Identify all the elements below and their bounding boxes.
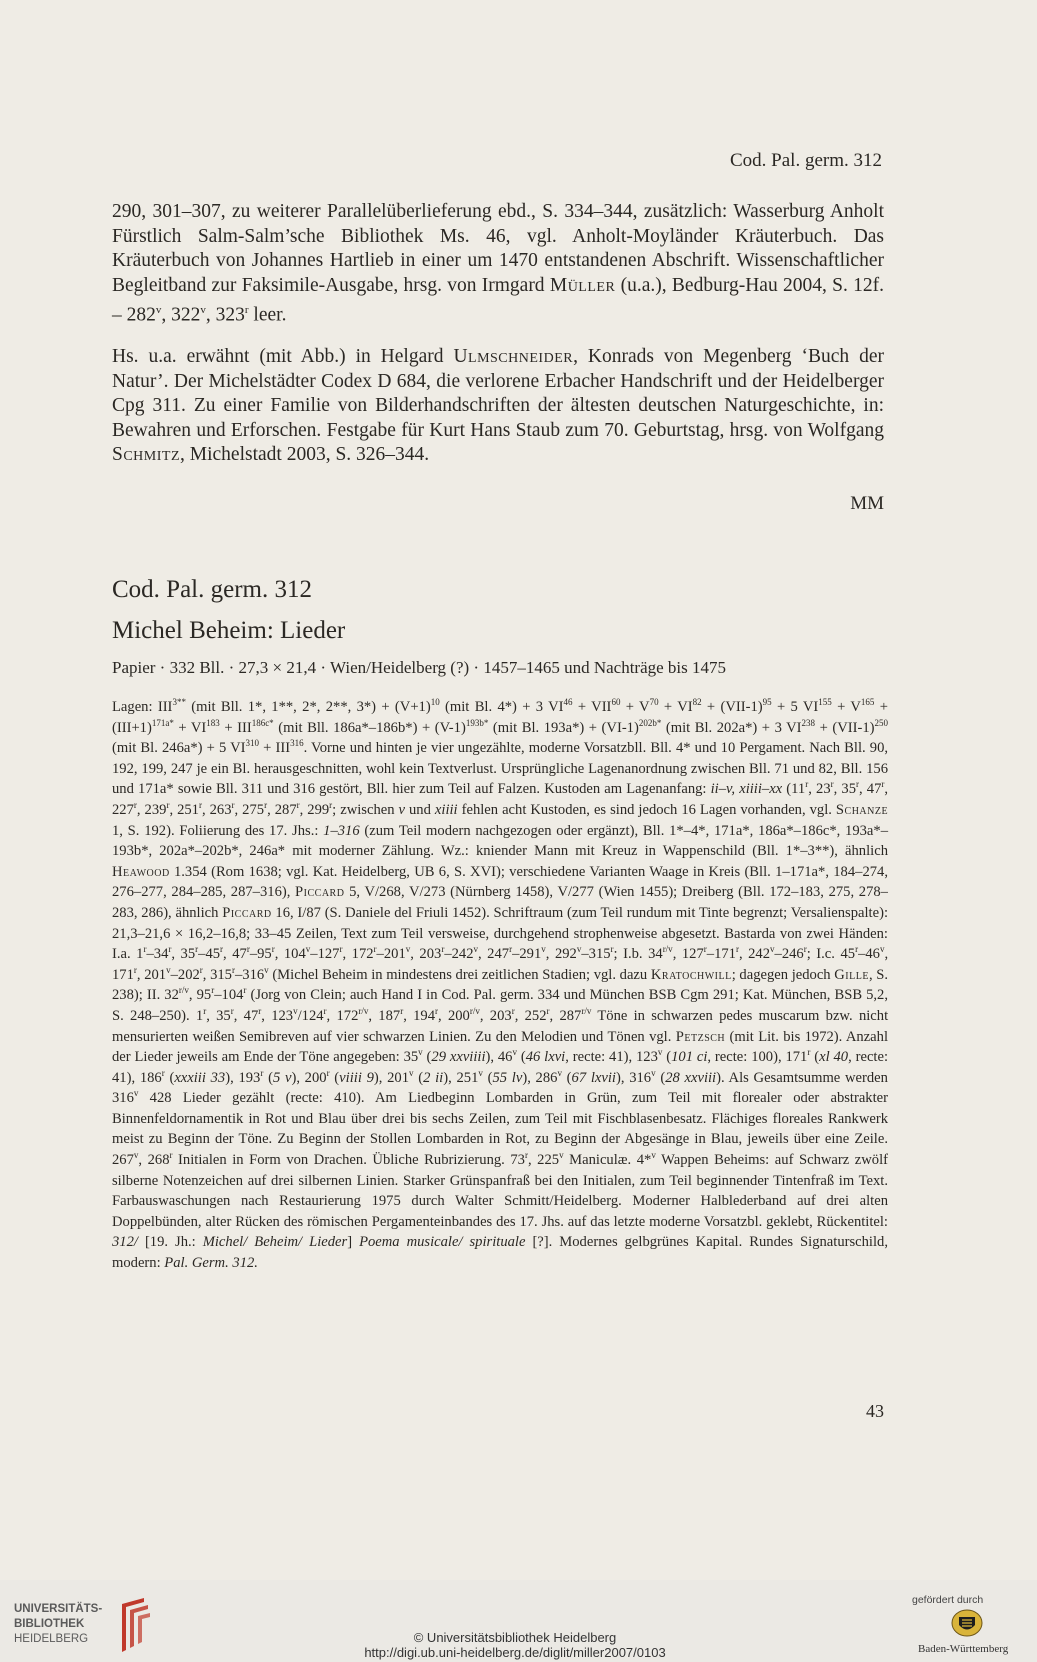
sup: r [610, 944, 614, 955]
sup: 165 [860, 697, 875, 708]
sup: v [576, 944, 582, 955]
codex-title: Cod. Pal. germ. 312 [112, 576, 312, 603]
t: (Michel Beheim in mindestens drei zeitlichen Stadien; vgl. dazu [268, 966, 651, 983]
t: (mit Bl. 193a*) + (VI-1) [488, 719, 639, 736]
sup: r [243, 985, 247, 996]
sup: r [323, 1006, 327, 1017]
reference-paragraph [112, 200, 884, 328]
sup: r [339, 944, 343, 955]
count-italic: xxxiii 33 [174, 1069, 226, 1086]
sup: r [509, 944, 513, 955]
t: –127 [310, 946, 340, 963]
sup: 70 [649, 697, 659, 708]
t: –46 [858, 946, 880, 963]
t: , recte: 41), 123 [565, 1049, 658, 1066]
t: fehlen acht Kustoden, es sind jedoch 16 Lagen vorhanden, vgl. [457, 801, 836, 818]
sup: v [512, 1047, 517, 1058]
permalink-url[interactable]: http://digi.ub.uni-heidelberg.de/diglit/miller2007/0103 [364, 1645, 666, 1660]
sup: v [879, 944, 885, 955]
logo-line: BIBLIOTHEK [14, 1618, 85, 1630]
sup: v [409, 1067, 414, 1078]
t: (Jorg von Clein; auch Hand I in Cod. Pal. germ. 334 und München BSB Cgm 291; Kat. München, BSB 5,2, S. 248–250). 1 [112, 987, 889, 1024]
t: Töne in schwarzen pedes muscarum bzw. nicht mensurierten weißen Semibreven auf vier schwarzen Linien. Zu den Melodien und Tönen vgl. [112, 1007, 889, 1045]
t: , 203 [479, 1007, 512, 1024]
t: ] [347, 1234, 360, 1251]
sup: r [260, 1067, 264, 1078]
sup: r [199, 964, 203, 975]
t: , 172 [326, 1007, 359, 1024]
t: , S. 238); II. 32 [112, 966, 889, 1004]
t: , recte: 41), 186 [112, 1049, 889, 1086]
sup: r [166, 800, 170, 811]
sup: r/v [469, 1006, 480, 1017]
t: , 239 [136, 801, 167, 818]
ref-line: (u.a.), [615, 274, 667, 296]
sup: r [143, 944, 147, 955]
sup: v [557, 1067, 562, 1078]
ref-line: Das Kräuterbuch von Johannes Hartlieb in einer um 1470 entstandenen Abschrift. [112, 225, 885, 272]
ref-line: Bedburg-Hau 2004, S. 12f. – 282 [112, 274, 885, 326]
folio-sup: r [244, 304, 249, 317]
t: ( [810, 1049, 820, 1066]
count-italic: 46 lxvi [525, 1049, 566, 1066]
count-italic: 101 ci [671, 1049, 708, 1066]
count-italic: 67 lxvii [571, 1069, 616, 1086]
ref-line: , 322 [161, 304, 201, 326]
t: , 247 [478, 946, 510, 963]
text-run: , Michelstadt 2003, S. 326–344. [180, 444, 430, 466]
sup: 250 [874, 717, 888, 728]
sup: 183 [206, 717, 220, 728]
sup: r [326, 1067, 330, 1078]
t: [19. Jh.: [137, 1234, 203, 1251]
t: ( [482, 1069, 493, 1086]
t: , 315 [202, 966, 232, 983]
sup: v [405, 944, 411, 955]
t: ; I.b. 34 [613, 946, 663, 963]
sup: r [133, 964, 137, 975]
t: –171 [706, 946, 736, 963]
t: , 225 [527, 1152, 560, 1169]
t: ( [263, 1069, 273, 1086]
t: , 252 [514, 1007, 547, 1024]
sup: r [441, 944, 445, 955]
sup: r [203, 1006, 207, 1017]
sup: r [231, 800, 235, 811]
mention-paragraph [112, 345, 884, 468]
funder-label: gefördert durch [912, 1594, 984, 1606]
t: und [405, 801, 435, 818]
t: , 35 [833, 781, 857, 798]
sup: 193b* [465, 717, 489, 728]
author-name: Petzsch [675, 1028, 726, 1045]
t: (mit Bl. 202a*) + 3 VI [661, 719, 802, 736]
t: –202 [170, 966, 200, 983]
t: , 287 [267, 801, 297, 818]
t: ( [662, 1049, 672, 1066]
t: (mit Bll. 186a*–186b*) + (V-1) [273, 719, 466, 736]
t: , 104 [274, 946, 306, 963]
t: ), 286 [522, 1069, 558, 1086]
logo-line: HEIDELBERG [14, 1633, 89, 1645]
t: Wappen Beheims: auf Schwarz zwölf silberne Notenzeichen auf drei silbernen Linien. Starker Grünspanfraß bei den Initialen, zum Teil beginnender Tintenfraß im Text. Farbauswaschungen nach Restaurierung 1975 durch Walter Schmitt/Heidelberg. Moderner Halblederband auf drei alten Doppelbünden, alter Rücken des römischen Pergamenteinbandes des 17. Jhs. auf das letzte moderne Vorsatzbl. geklebt, Rückentitel: [112, 1152, 889, 1230]
t: /124 [297, 1007, 324, 1024]
sup: r/v [358, 1006, 369, 1017]
sup: 3** [172, 697, 186, 708]
sup: r [807, 1047, 811, 1058]
sup: v [541, 944, 546, 955]
t: . Vorne und hinten je vier ungezählte, moderne Vorsatzbll. Bll. 4* und 10 Pergament. Nach Bll. 90, 192, 199, 247 je ein Bl. herausgeschnitten, wohl kein Textverlust. Ursprüngliche Lagenanordnung zwischen Bll. 71 und 82, Bll. 156 und 171a* sowie Bll. 311 und 316 gestört, Bll. hier zum Teil auf Falzen. Kustoden am Lagenanfang: [112, 740, 889, 798]
t: , 23 [808, 781, 831, 798]
t: , 47 [859, 781, 882, 798]
ref-line: Anholt Fürstlich Salm-Salm’sche Bibliothek Ms. 46, vgl. Anholt-Moyländer Kräuterbuch. [112, 201, 884, 247]
sup: r/v [581, 1006, 592, 1017]
t: ( [164, 1069, 175, 1086]
sup: v [478, 1067, 483, 1078]
sup: r [546, 1006, 550, 1017]
sup: 95 [762, 697, 772, 708]
t: 428 Lieder gezählt (recte: 410). Am Liedbeginn Lombarden in Grün, zum Teil mit florealer oder abstrakter Binnenfeldornamentik in Rot und Blau über drei bis sechs Zeilen, zum Teil mit Fischblasenbesatz. Flächiges floreales Rankwerk meist zu Beginn der Töne. Zu Beginn der Stollen Lombarden in Rot, zu Beginn der Abgesänge in Blau, jeweils über eine Zeile. 267 [112, 1090, 888, 1169]
ref-line: , 323 [205, 304, 245, 326]
t: + 5 VI [771, 699, 819, 715]
sup: r [329, 800, 333, 811]
sup: v [133, 1150, 139, 1161]
count-italic: 2 ii [423, 1069, 444, 1086]
sup: 171a* [151, 717, 174, 728]
sup: v [264, 964, 269, 975]
author-initials: MM [850, 493, 884, 514]
t: , 275 [234, 801, 265, 818]
custode-italic: xiiii [434, 801, 458, 818]
sup: r [169, 1150, 173, 1161]
t: –34 [146, 946, 169, 963]
library-logo[interactable] [14, 1602, 164, 1654]
page-number: 43 [866, 1401, 884, 1421]
author-name: Müller [549, 274, 616, 296]
t: , 172 [342, 946, 374, 963]
t: ( [413, 1069, 424, 1086]
t: –316 [234, 966, 265, 983]
t: , 263 [201, 801, 232, 818]
sup: r [133, 800, 137, 811]
logo-line: UNIVERSITÄTS- [14, 1603, 103, 1615]
t: ; I.c. 45 [806, 946, 856, 963]
t: (mit Bl. 246a*) + 5 VI [112, 740, 246, 757]
sup: r [803, 944, 807, 955]
t: , 292 [545, 946, 577, 963]
t: + III [219, 719, 252, 736]
ref-line: 290, 301–307, zu weiterer Parallelüberlieferung ebd., S. 334–344, zusätzlich: Wasserburg [112, 201, 825, 222]
t: ( [329, 1069, 340, 1086]
t: ( [655, 1069, 666, 1086]
t: –201 [376, 946, 406, 963]
running-head: Cod. Pal. germ. 312 [730, 150, 882, 171]
t: ), 316 [615, 1069, 652, 1086]
sup: v [293, 1006, 298, 1017]
sup: r [198, 800, 202, 811]
t: ), 251 [443, 1069, 479, 1086]
shelfmark-italic: Pal. Germ. 312. [164, 1255, 258, 1272]
author-name: Schanze [835, 801, 889, 818]
t: , 47 [233, 1007, 259, 1024]
sup: 202b* [638, 717, 662, 728]
author-name: Schmitz [112, 444, 181, 466]
sup: r [296, 800, 300, 811]
copyright-notice: © Universitätsbibliothek Heidelberg [413, 1630, 617, 1645]
custode-italic: v [398, 801, 406, 818]
foliation-italic: 1–316 [323, 822, 360, 839]
text-run: , Konrads von Megenberg ‘Buch der Natur’. Der Michelstädter Codex D 684, die verlorene Erbacher Handschrift und der Heidelberger Cpg 311. Zu einer Familie von Bilderhandschriften der ältesten deutschen Naturgeschichte, in: Bewahren und Erforschen. Festgabe für Kurt Hans Staub zum 70. Geburtstag, hrsg. von Wolfgang [112, 346, 884, 441]
sup: 60 [611, 697, 621, 708]
t: , 187 [368, 1007, 401, 1024]
t: (mit Bl. 4*) + 3 VI [439, 699, 564, 715]
sup: r [195, 944, 199, 955]
t: , recte: 100), 171 [707, 1049, 808, 1066]
t: 5, V/268, V/273 (Nürnberg 1458), V/277 (Wien 1455); Dreiberg (Bll. 172–183, 275, 278–283, 286), ähnlich [112, 884, 888, 921]
spine-title-italic: Michel/ Beheim/ Lieder [202, 1234, 348, 1251]
digitization-footer [0, 1580, 1037, 1662]
t: ( [561, 1069, 572, 1086]
t: , 194 [403, 1007, 436, 1024]
t: (11 [782, 781, 806, 798]
t: (mit Lit. bis 1972). Anzahl der Lieder jeweils am Ende der Töne angegeben: 35 [112, 1028, 888, 1066]
t: Initialen in Form von Drachen. Übliche Rubrizierung. 73 [172, 1152, 525, 1169]
count-italic: 29 xxviiii [431, 1049, 486, 1066]
t: , 203 [410, 946, 442, 963]
sup: 186c* [251, 717, 274, 728]
sup: r [231, 964, 235, 975]
author-name: Heawood [112, 863, 170, 880]
sup: r [881, 779, 885, 790]
sup: 46 [563, 697, 573, 708]
author-name: Kratochwill [650, 966, 732, 983]
sup: r [511, 1006, 515, 1017]
sup: r [400, 1006, 404, 1017]
sup: r [161, 1067, 165, 1078]
count-italic: 5 v [272, 1069, 292, 1086]
t: + VI [173, 719, 207, 736]
t: –104 [214, 987, 244, 1004]
sup: v [651, 1067, 656, 1078]
t: ( [516, 1049, 526, 1066]
sup: r [211, 985, 215, 996]
spine-title-italic: Poema musicale/ spirituale [359, 1234, 526, 1251]
sup: r [271, 944, 275, 955]
t: –242 [444, 946, 474, 963]
t: , 127 [672, 946, 704, 963]
t: [?]. Modernes gelbgrünes Kapital. Rundes Signaturschild, modern: [112, 1234, 888, 1272]
sup: r [524, 1150, 528, 1161]
sup: r [435, 1006, 439, 1017]
sup: 316 [290, 738, 304, 749]
count-italic: viiii 9 [339, 1069, 374, 1086]
codicological-description [112, 697, 888, 1274]
sup: r [855, 944, 859, 955]
author-name: Gille [834, 966, 869, 983]
t: , 35 [206, 1007, 231, 1024]
sup: v [657, 1047, 663, 1058]
t: –291 [512, 946, 542, 963]
sup: 310 [245, 738, 260, 749]
sup: r [258, 1006, 262, 1017]
t: + V [620, 699, 650, 715]
t: ( [422, 1049, 432, 1066]
logo-text [14, 1602, 102, 1647]
t: Maniculæ. 4* [563, 1152, 652, 1169]
t: , 299 [299, 801, 330, 818]
count-italic: xl 40 [819, 1049, 849, 1066]
t: , 287 [549, 1007, 582, 1024]
sup: r [220, 944, 224, 955]
t: 16, I/87 (S. Daniele del Friuli 1452). Schriftraum (zum Teil rundum mit Tinte begrenzt; Versalienspalte): 21,3–21,6 × 16,2–16,8; 33–45 Zeilen, Text zum Teil versweise, durchgehend strophenweise abgesetzt. Bastarda von zwei Händen: I.a. 1 [112, 904, 888, 963]
t: –95 [249, 946, 272, 963]
t: ; zwischen [332, 801, 399, 818]
sup: r [735, 944, 739, 955]
t: + VII [572, 699, 612, 715]
t: ), 200 [291, 1069, 327, 1086]
library-mark-icon [112, 1596, 152, 1656]
state-crest-icon [950, 1608, 984, 1638]
sup: v [651, 1150, 656, 1161]
author-name: Piccard [222, 904, 272, 921]
t: (zum Teil modern nachgezogen oder ergänzt), Bll. 1*–4*, 171a*, 186a*–186c*, 193a*–193b*, 202a*–202b*, 246a* mit moderner Zählung. Wz.: kniender Mann mit Kreuz in Wappenschild (Bll. 1*–3**), ähnlich [112, 822, 888, 860]
t: , 242 [738, 946, 771, 963]
t: + VI [658, 699, 693, 715]
t: + III [259, 740, 291, 757]
sup: r [805, 779, 809, 790]
t: , 123 [261, 1007, 294, 1024]
work-title: Michel Beheim: Lieder [112, 617, 346, 644]
folio-sup: v [155, 304, 162, 317]
t: ; dagegen jedoch [731, 966, 835, 983]
t: , 227 [112, 781, 889, 818]
t: , 47 [223, 946, 247, 963]
t: , 171 [112, 946, 889, 983]
sup: r [703, 944, 707, 955]
text-run: Hs. u.a. erwähnt (mit Abb.) in Helgard [112, 346, 454, 367]
physical-description: Papier · 332 Bll. · 27,3 × 21,4 · Wien/Heidelberg (?) · 1457–1465 und Nachträge bis 1475 [112, 658, 727, 677]
t: , 35 [171, 946, 196, 963]
sup: 82 [692, 697, 702, 708]
t: –315 [581, 946, 611, 963]
sup: v [133, 1088, 139, 1099]
t: (mit Bll. 1*, 1**, 2*, 2**, 3*) + (V+1) [185, 699, 431, 715]
sup: v [166, 964, 171, 975]
t: + (III+1) [112, 699, 888, 736]
t: + (VII-1) [701, 699, 763, 715]
sup: r [830, 779, 834, 790]
sup: 238 [801, 717, 816, 728]
sup: r [168, 944, 172, 955]
t: , 268 [138, 1152, 170, 1169]
t: + (VII-1) [815, 719, 875, 736]
sup: r [856, 779, 860, 790]
ref-line: leer. [248, 304, 287, 326]
t: –45 [198, 946, 221, 963]
t: , 95 [188, 987, 212, 1004]
author-name: Piccard [295, 884, 345, 901]
sup: 10 [430, 697, 440, 708]
t: 1, S. 192). Foliierung des 17. Jhs.: [112, 822, 324, 839]
sup: r [373, 944, 377, 955]
t: ), 46 [485, 1049, 513, 1066]
t: ), 193 [225, 1069, 261, 1086]
spine-title-italic: 312/ [112, 1234, 138, 1251]
sup: 155 [818, 697, 832, 708]
sup: v [473, 944, 478, 955]
funder-name: Baden-Württemberg [918, 1643, 1009, 1655]
sup: r [246, 944, 250, 955]
sup: r/v [178, 985, 189, 996]
t: + V [831, 699, 861, 715]
count-italic: 55 lv [492, 1069, 523, 1086]
count-italic: 28 xxviii [665, 1069, 717, 1086]
t: ). Als Gesamtsumme werden 316 [112, 1069, 888, 1107]
ref-line: Wissenschaftlicher Begleitband zur Faksimile-Ausgabe, hrsg. von Irmgard [112, 250, 884, 296]
t: 1.354 (Rom 1638; vgl. Kat. Heidelberg, UB 6, S. XVI); verschiedene Varianten Waage in Kreis (Bll. 1–171a*, 184–274, 276–277, 284–285, 287–316), [112, 863, 888, 901]
author-name: Ulmschneider [453, 346, 574, 367]
sup: v [770, 944, 775, 955]
sup: v [559, 1150, 564, 1161]
sup: v [418, 1047, 423, 1058]
t: Lagen: III [112, 699, 173, 715]
sup: v [305, 944, 311, 955]
sup: r/v [662, 944, 673, 955]
t: , 251 [169, 801, 199, 818]
t: , 200 [438, 1007, 470, 1024]
sup: r [264, 800, 268, 811]
custode-italic: ii–v, xiiii–xx [710, 781, 783, 798]
t: –246 [774, 946, 804, 963]
t: ), 201 [373, 1069, 410, 1086]
folio-sup: v [200, 304, 206, 317]
t: , 201 [136, 966, 167, 983]
sup: r [230, 1006, 234, 1017]
